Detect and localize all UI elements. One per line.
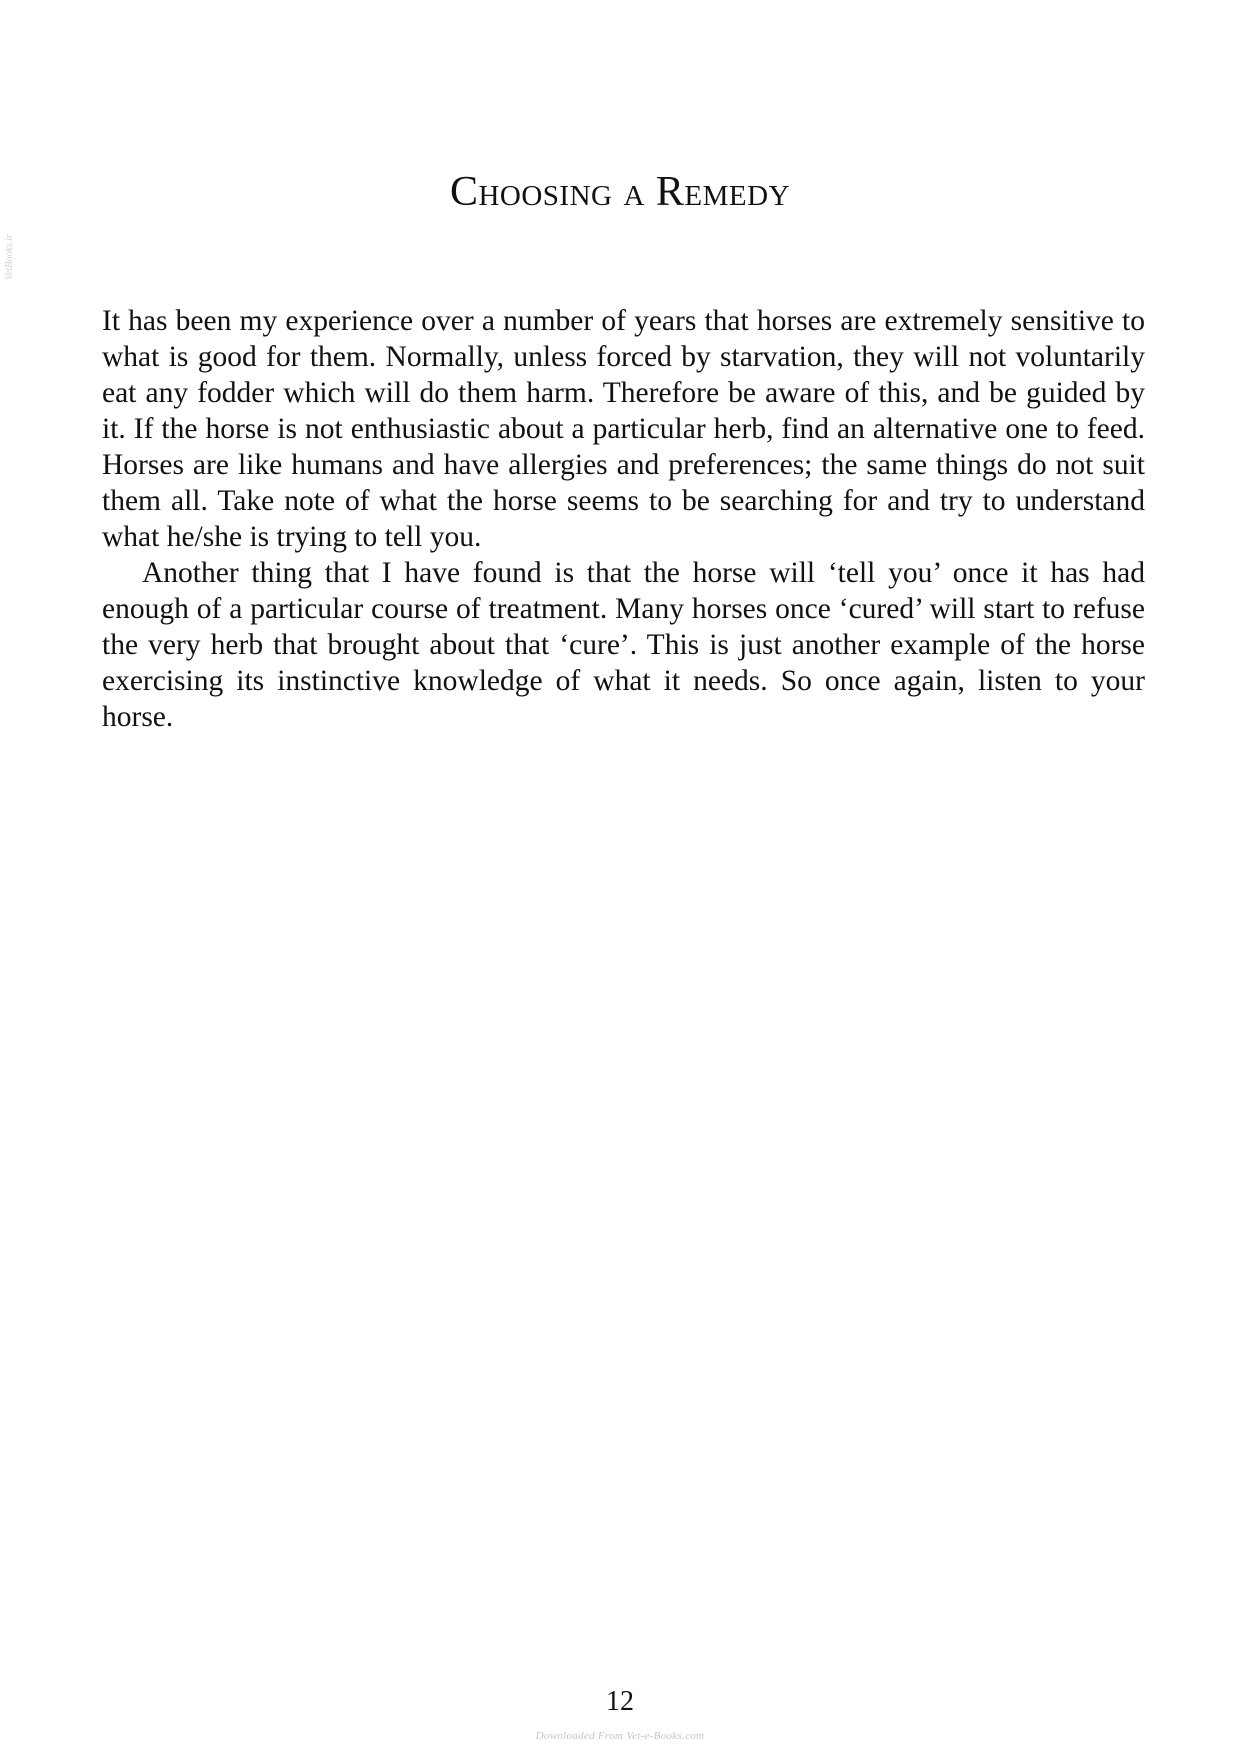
paragraph-2: Another thing that I have found is that the horse will ‘tell you’ once it has had enough of a particular course of treatment. Many horses once ‘cured’ will start to refuse the very herb that brought about that ‘cure’. This is just another example of the horse exercising its instinctive knowledge of what it needs. So once again, listen to your horse. (102, 557, 1145, 733)
page-title: Choosing a Remedy (449, 169, 791, 215)
side-watermark: VetBooks.ir (4, 234, 15, 280)
page-number: 12 (606, 1686, 634, 1717)
paragraph-1: It has been my experience over a number of years that horses are extremely sensitive to what is good for them. Normally, unless forced by starvation, they will not voluntarily eat any fodder which will do them harm. Therefore be aware of this, and be guided by it. If the horse is not enthusiastic about a particular herb, find an alternative one to feed. Horses are like humans and have allergies and preferences; the same things do not suit them all. Take note of what the horse seems to be searching for and try to understand what he/she is trying to tell you. (102, 305, 1145, 553)
footer-watermark: Downloaded From Vet-e-Books.com (535, 1730, 705, 1742)
body-text (102, 303, 1145, 735)
